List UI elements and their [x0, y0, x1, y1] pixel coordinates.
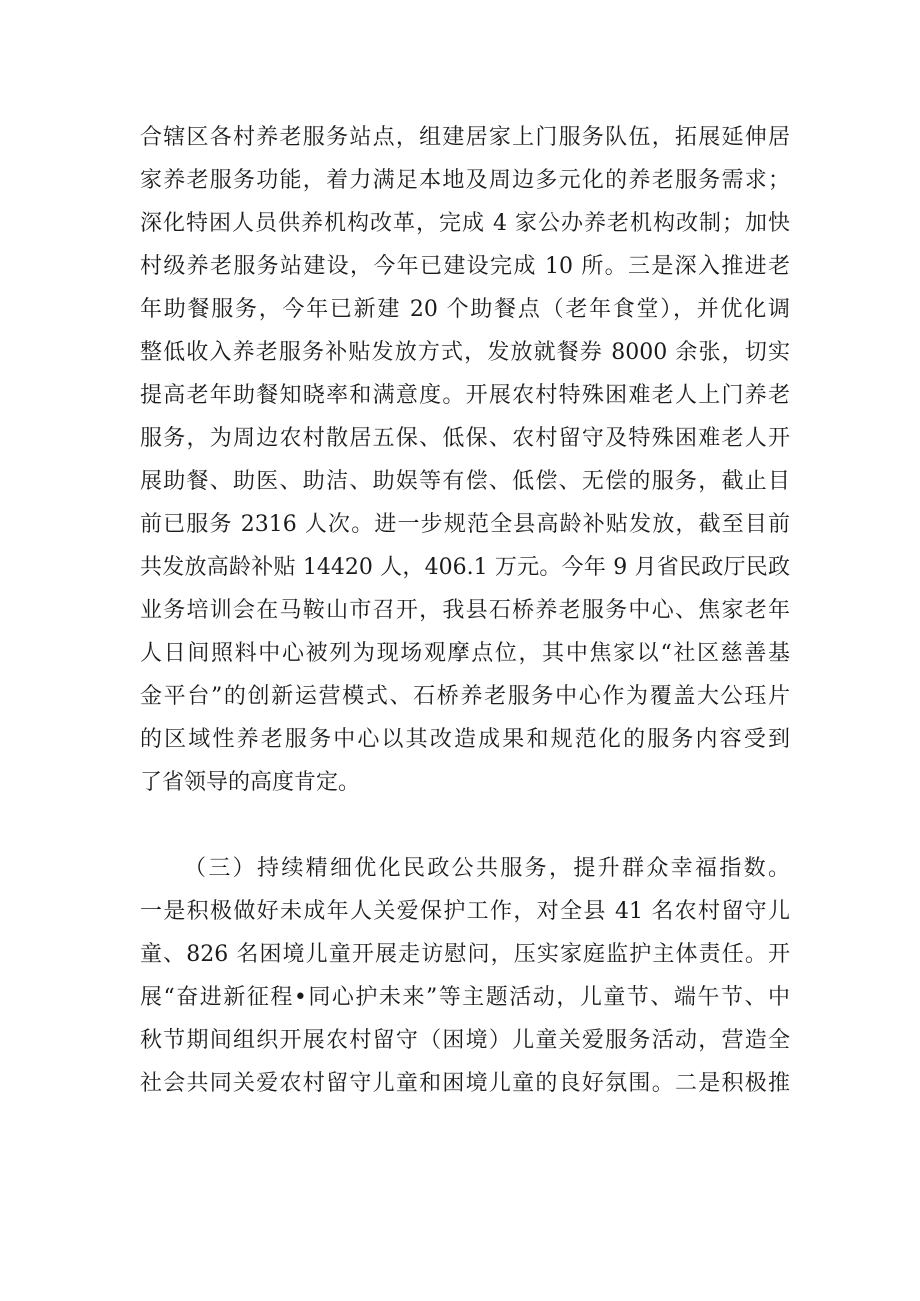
body-text-line: 的区域性养老服务中心以其改造成果和规范化的服务内容受到: [140, 727, 790, 752]
body-text-line: 合辖区各村养老服务站点，组建居家上门服务队伍，拓展延伸居: [140, 125, 790, 150]
body-text-line: 金平台”的创新运营模式、石桥养老服务中心作为覆盖大公珏片: [140, 684, 790, 709]
body-text-line: 业务培训会在马鞍山市召开，我县石桥养老服务中心、焦家老年: [140, 598, 790, 623]
body-text-line: 深化特困人员供养机构改革，完成 4 家公办养老机构改制；加快: [140, 211, 790, 236]
body-text-line: 一是积极做好未成年人关爱保护工作，对全县 41 名农村留守儿: [140, 899, 790, 924]
body-text-line: 村级养老服务站建设，今年已建设完成 10 所。三是深入推进老: [140, 254, 790, 279]
body-text-line: 服务，为周边农村散居五保、低保、农村留守及特殊困难老人开: [140, 426, 790, 451]
body-text-line: 展助餐、助医、助洁、助娱等有偿、低偿、无偿的服务，截止目: [140, 469, 790, 494]
body-text-line: 年助餐服务，今年已新建 20 个助餐点（老年食堂），并优化调: [140, 297, 790, 322]
paragraph-end-line: 了省领导的高度肯定。: [140, 770, 361, 795]
body-text-line: 共发放高龄补贴 14420 人，406.1 万元。今年 9 月省民政厅民政: [140, 555, 790, 580]
section-heading-line: （三）持续精细优化民政公共服务，提升群众幸福指数。: [184, 856, 790, 881]
body-text-line: 秋节期间组织开展农村留守（困境）儿童关爱服务活动，营造全: [140, 1028, 790, 1053]
body-text-line: 家养老服务功能，着力满足本地及周边多元化的养老服务需求；: [140, 168, 790, 193]
body-text-line: 人日间照料中心被列为现场观摩点位，其中焦家以“社区慈善基: [140, 641, 790, 666]
body-text-line: 前已服务 2316 人次。进一步规范全县高龄补贴发放，截至目前: [140, 512, 790, 537]
body-text-line: 提高老年助餐知晓率和满意度。开展农村特殊困难老人上门养老: [140, 383, 790, 408]
body-text-line: 童、826 名困境儿童开展走访慰问，压实家庭监护主体责任。开: [140, 942, 790, 967]
body-text-line: 社会共同关爱农村留守儿童和困境儿童的良好氛围。二是积极推: [140, 1071, 790, 1096]
body-text-line: 展“奋进新征程•同心护未来”等主题活动，儿童节、端午节、中: [140, 985, 790, 1010]
body-text-line: 整低收入养老服务补贴发放方式，发放就餐券 8000 余张，切实: [140, 340, 790, 365]
